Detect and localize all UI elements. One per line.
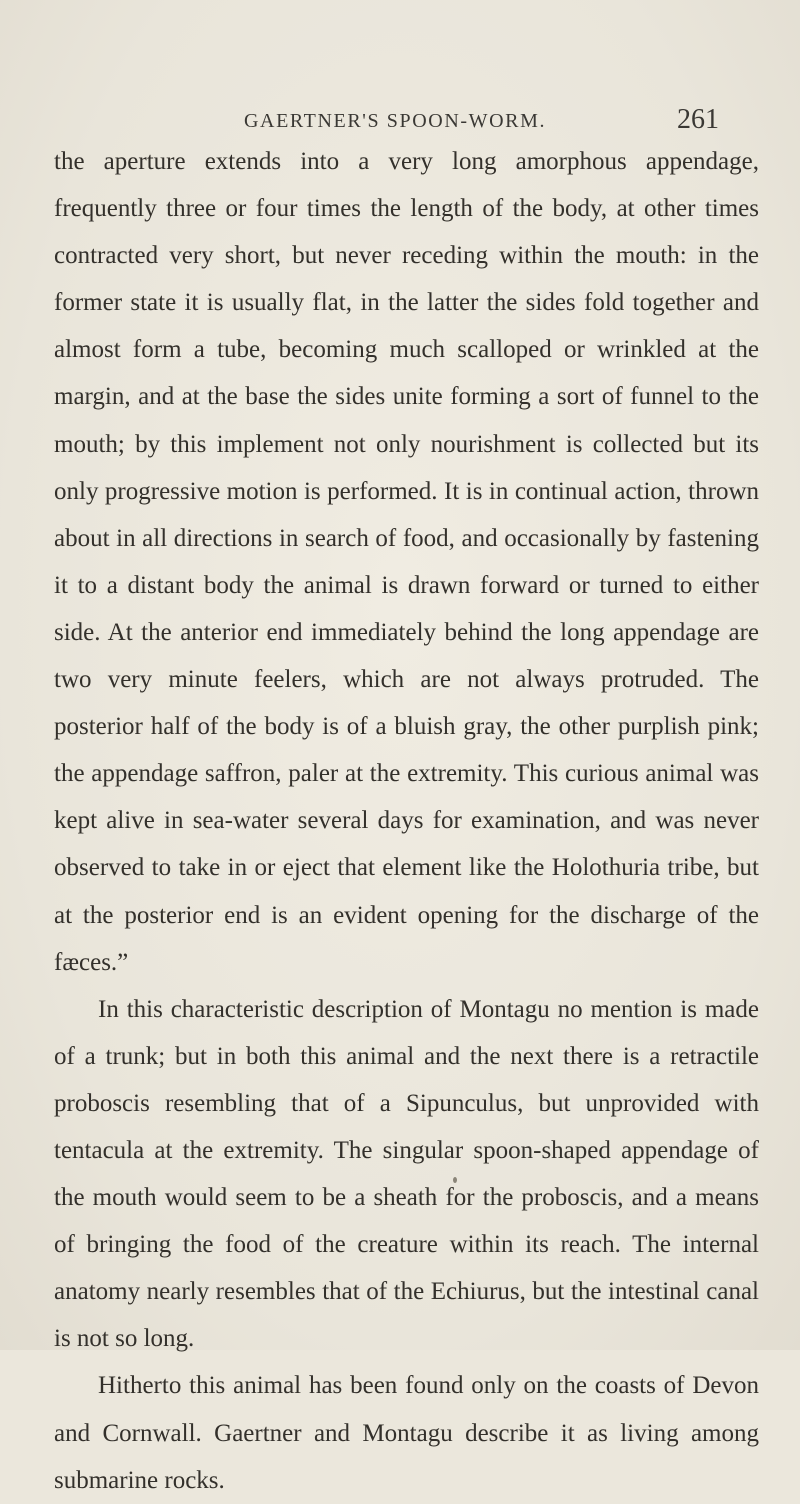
- body-text: [54, 138, 759, 1504]
- paragraph-habitat: Hitherto this animal has been found only on the coasts of Devon and Cornwall. Gaertner and Montagu describe it as living among submarine rocks.: [54, 1372, 759, 1494]
- paragraph-montagu-description: In this characteristic description of Montagu no mention is made of a trunk; but in both this animal and the next there is a retractile proboscis resembling that of a Sipunculus, but unprovided with tentacula at the extremity. The singular spoon-shaped appendage of the mouth would seem to be a sheath for the proboscis, and a means of bringing the food of the creature within its reach. The internal anatomy nearly resembles that of the Echiurus, but the intestinal canal is not so long.: [54, 995, 759, 1353]
- running-title: GAERTNER'S SPOON-WORM.: [244, 110, 547, 132]
- paper-speck: [453, 1177, 457, 1183]
- paragraph-continued-quote: the aperture extends into a very long amorphous appendage, frequently three or four times the length of the body, at other times contracted very short, but never receding within the mouth: in the former state it is usually flat, in the latter the sides fold together and almost form a tube, becoming much scalloped or wrinkled at the margin, and at the base the sides unite forming a sort of funnel to the mouth; by this implement not only nourishment is collected but its only progressive motion is performed. It is in continual action, thrown about in all directions in search of food, and occasionally by fastening it to a distant body the animal is drawn forward or turned to either side. At the anterior end immediately behind the long appendage are two very minute feelers, which are not always protruded. The posterior half of the body is of a bluish gray, the other purplish pink; the appendage saffron, paler at the extremity. This curious animal was kept alive in sea-water several days for examination, and was never observed to take in or eject that element like the Holothuria tribe, but at the posterior end is an evident opening for the discharge of the fæces.”: [54, 148, 759, 976]
- page-number: 261: [677, 104, 719, 135]
